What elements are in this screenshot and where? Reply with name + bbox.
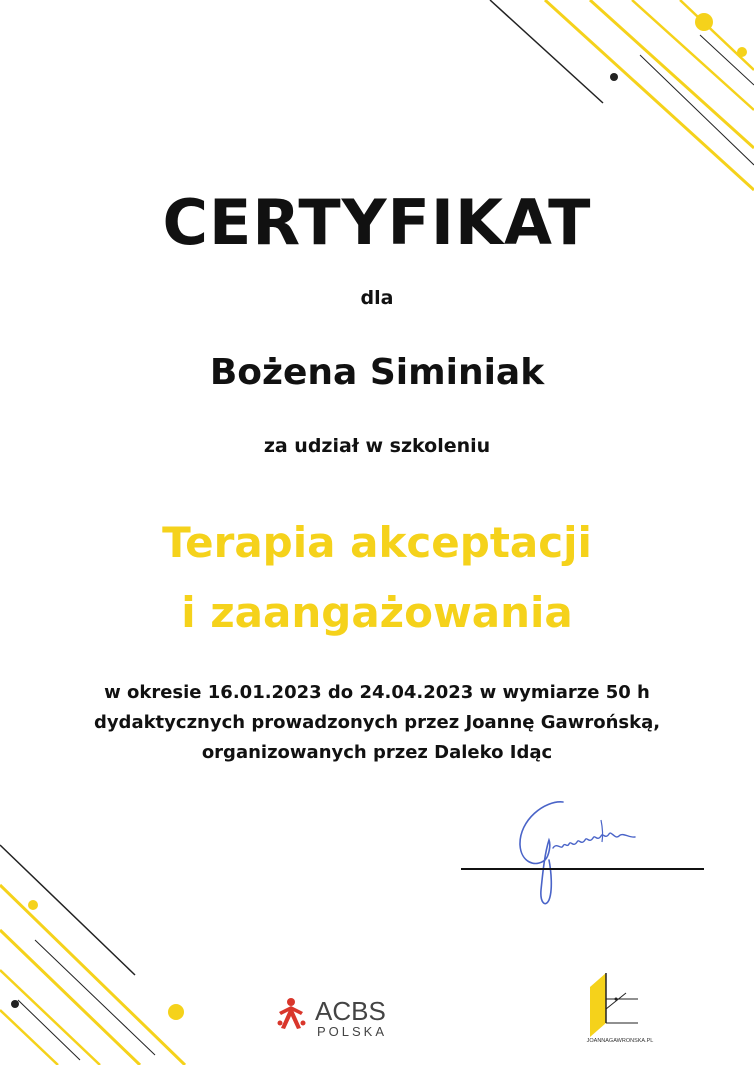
acbs-polska-logo (275, 990, 425, 1040)
bottom-left-decoration (0, 845, 185, 1065)
recipient-name: Bożena Siminiak (209, 352, 545, 393)
jg-book-icon (590, 973, 638, 1037)
dot-yellow-small (737, 47, 747, 57)
top-right-decoration (490, 0, 754, 190)
dot-dark (610, 73, 618, 81)
signature-line (461, 868, 704, 870)
certificate-title: CERTYFIKAT (162, 186, 592, 259)
for-label: dla (360, 287, 394, 309)
joanna-gawronska-logo (570, 965, 670, 1045)
course-title (0, 508, 754, 648)
dot-yellow-large (168, 1004, 184, 1020)
jg-caption: JOANNAGAWRONSKA.PL (586, 1038, 654, 1044)
details-line1: w okresie 16.01.2023 do 24.04.2023 w wymiarze 50 h (104, 682, 650, 703)
acbs-text: ACBS (315, 996, 386, 1026)
course-title-line1: Terapia akceptacji (162, 518, 592, 567)
dot-yellow-large (695, 13, 713, 31)
signature-image (505, 790, 665, 915)
dot-yellow-small (28, 900, 38, 910)
course-details (0, 678, 754, 768)
details-line2: dydaktycznych prowadzonych przez Joannę Gawrońską, (93, 712, 661, 733)
dot-dark (11, 1000, 19, 1008)
details-line3: organizowanych przez Daleko Idąc (201, 742, 553, 763)
participation-text: za udział w szkoleniu (263, 435, 491, 457)
acbs-figure-icon (278, 998, 306, 1029)
polska-text: POLSKA (317, 1024, 388, 1039)
course-title-line2: i zaangażowania (181, 588, 573, 637)
